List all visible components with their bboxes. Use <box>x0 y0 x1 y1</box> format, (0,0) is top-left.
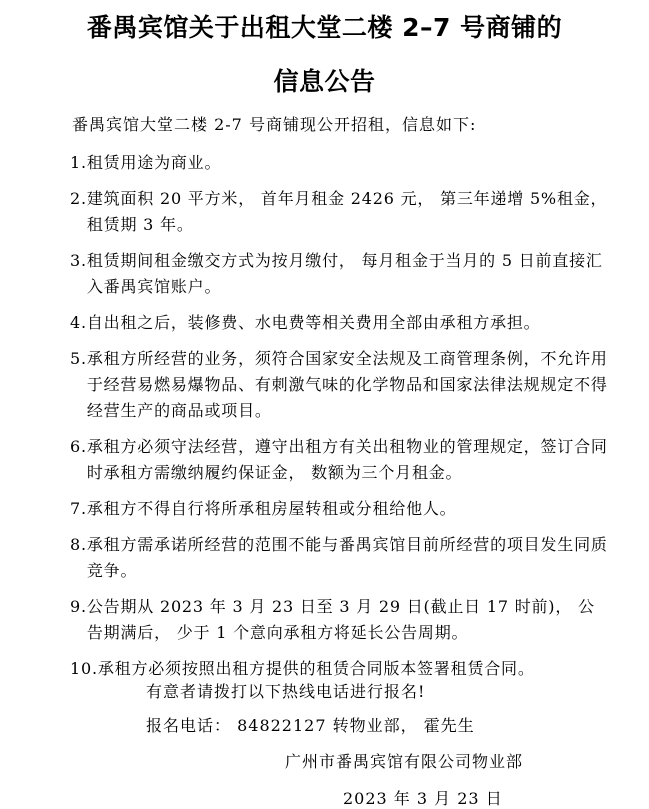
contact-note: 有意者请拨打以下热线电话进行报名! <box>146 682 426 701</box>
issuer-name: 广州市番禺宾馆有限公司物业部 <box>285 752 524 771</box>
item-text: 租赁期间租金缴交方式为按月缴付， 每月租金于当月的 5 日前直接汇入番禺宾馆账户。 <box>86 251 603 296</box>
list-item <box>70 434 610 486</box>
terms-list <box>70 150 610 692</box>
list-item <box>70 186 610 238</box>
item-text: 租赁用途为商业。 <box>86 153 222 172</box>
item-number: 8. <box>70 535 87 554</box>
item-number: 2. <box>70 189 87 208</box>
item-text: 承租方必须守法经营，遵守出租方有关出租物业的管理规定，签订合同时承租方需缴纳履约保证金， 数额为三个月租金。 <box>86 437 608 482</box>
contact-phone: 报名电话： 84822127 转物业部， 霍先生 <box>146 716 475 735</box>
list-item <box>70 310 610 336</box>
item-number: 4. <box>70 313 87 332</box>
item-text: 公告期从 2023 年 3 月 23 日至 3 月 29 日(截止日 17 时前)， 公告期满后， 少于 1 个意向承租方将延长公告周期。 <box>86 597 595 642</box>
title-line-1: 番禺宾馆关于出租大堂二楼 2–7 号商铺的 <box>86 13 563 42</box>
title-line-2: 信息公告 <box>273 67 376 96</box>
item-text: 承租方所经营的业务，须符合国家安全法规及工商管理条例，不允许用于经营易燃易爆物品、有刺激气味的化学物品和国家法律法规规定不得经营生产的商品或项目。 <box>86 349 608 420</box>
issue-date: 2023 年 3 月 23 日 <box>343 789 503 808</box>
list-item <box>70 248 610 300</box>
item-text: 承租方必须按照出租方提供的租赁合同版本签署租赁合同。 <box>97 659 535 678</box>
item-text: 承租方需承诺所经营的范围不能与番禺宾馆目前所经营的项目发生同质竞争。 <box>86 535 608 580</box>
list-item <box>70 594 610 646</box>
list-item <box>70 496 610 522</box>
item-text: 承租方不得自行将所承租房屋转租或分租给他人。 <box>86 499 457 518</box>
item-number: 9. <box>70 597 87 616</box>
item-text: 自出租之后，装修费、水电费等相关费用全部由承租方承担。 <box>86 313 541 332</box>
list-item <box>70 346 610 424</box>
item-number: 10. <box>70 659 98 678</box>
intro-paragraph: 番禺宾馆大堂二楼 2-7 号商铺现公开招租，信息如下: <box>72 115 477 134</box>
item-number: 5. <box>70 349 87 368</box>
item-number: 7. <box>70 499 87 518</box>
list-item <box>70 150 610 176</box>
item-number: 3. <box>70 251 87 270</box>
item-number: 6. <box>70 437 87 456</box>
item-number: 1. <box>70 153 87 172</box>
item-text: 建筑面积 20 平方米， 首年月租金 2426 元， 第三年递增 5%租金， 租赁期 3 年。 <box>86 189 608 234</box>
list-item <box>70 532 610 584</box>
